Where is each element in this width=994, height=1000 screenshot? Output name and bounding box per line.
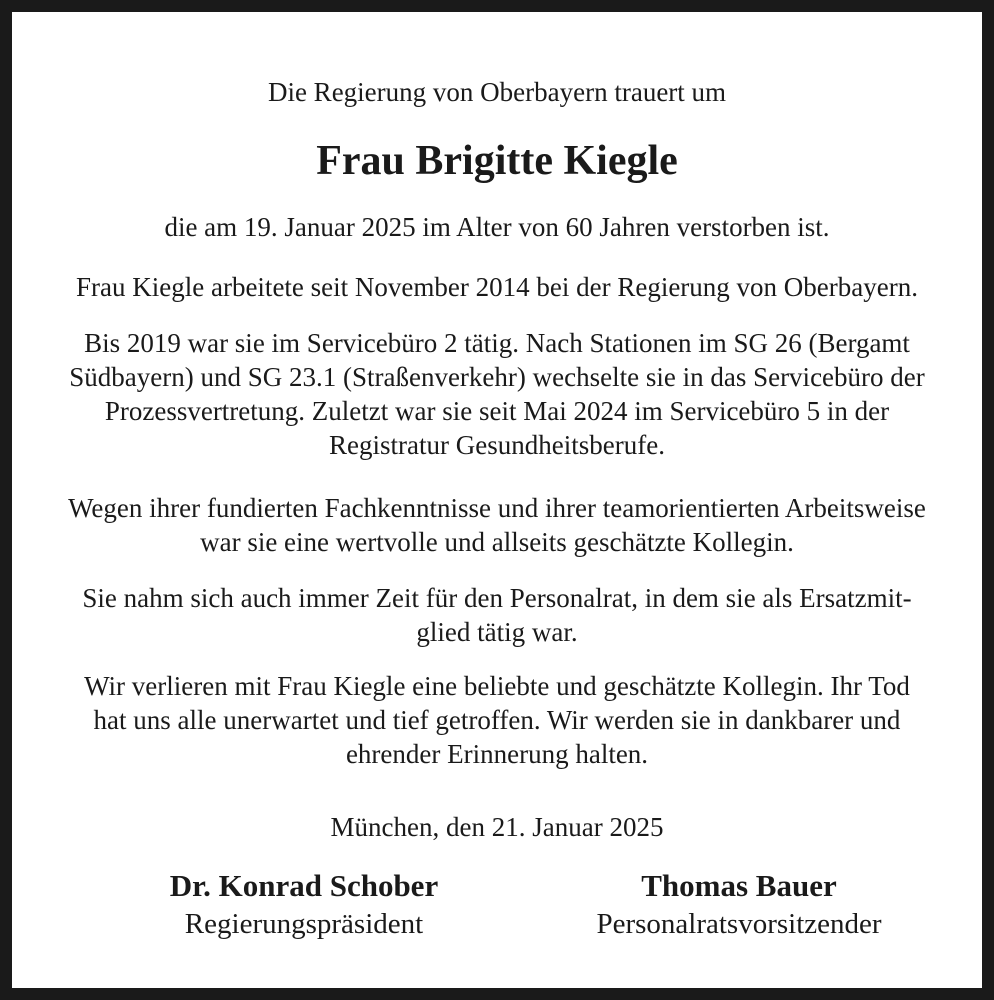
employment-line: Frau Kiegle arbeitete seit November 2014 bei der Regierung von Oberbayern. (76, 272, 918, 302)
career-line: Südbayern) und SG 23.1 (Straßenverkehr) wechselte sie in das Servicebüro der (69, 362, 925, 392)
expertise-line: Wegen ihrer fundierten Fachkenntnisse und ihrer teamorientierten Arbeitsweise (68, 493, 926, 523)
career-paragraph (44, 326, 950, 462)
career-line: Registratur Gesundheitsberufe. (329, 430, 665, 460)
signatory-title: Personalratsvorsitzender (596, 908, 882, 940)
death-notice-line: die am 19. Januar 2025 im Alter von 60 Jahren verstorben ist. (164, 212, 830, 242)
farewell-line: hat uns alle unerwartet und tief getroffen. Wir werden sie in dankbarer und (93, 705, 901, 735)
career-line: Prozessvertretung. Zuletzt war sie seit Mai 2024 im Servicebüro 5 in der (104, 396, 890, 426)
signatory-name: Dr. Konrad Schober (169, 868, 439, 903)
career-line: Bis 2019 war sie im Servicebüro 2 tätig. Nach Stationen im SG 26 (Bergamt (84, 328, 910, 358)
signatory-title: Regierungspräsident (184, 908, 424, 940)
signatory-name: Thomas Bauer (641, 868, 837, 903)
expertise-paragraph (44, 491, 950, 559)
deceased-name: Frau Brigitte Kiegle (316, 138, 678, 184)
council-paragraph (44, 581, 950, 649)
council-line: glied tätig war. (416, 617, 578, 647)
council-line: Sie nahm sich auch immer Zeit für den Personalrat, in dem sie als Ersatzmit- (82, 583, 912, 613)
place-date: München, den 21. Januar 2025 (330, 812, 664, 842)
obituary-content (24, 24, 970, 976)
farewell-paragraph (44, 669, 950, 771)
signature-block-president (94, 867, 514, 943)
expertise-line: war sie eine wertvolle und allseits geschätzte Kollegin. (200, 527, 794, 557)
farewell-line: Wir verlieren mit Frau Kiegle eine beliebte und geschätzte Kollegin. Ihr Tod (84, 671, 910, 701)
signature-block-council-chair (529, 867, 949, 943)
farewell-line: ehrender Erinnerung halten. (345, 739, 649, 769)
intro-text: Die Regierung von Oberbayern trauert um (267, 77, 727, 107)
